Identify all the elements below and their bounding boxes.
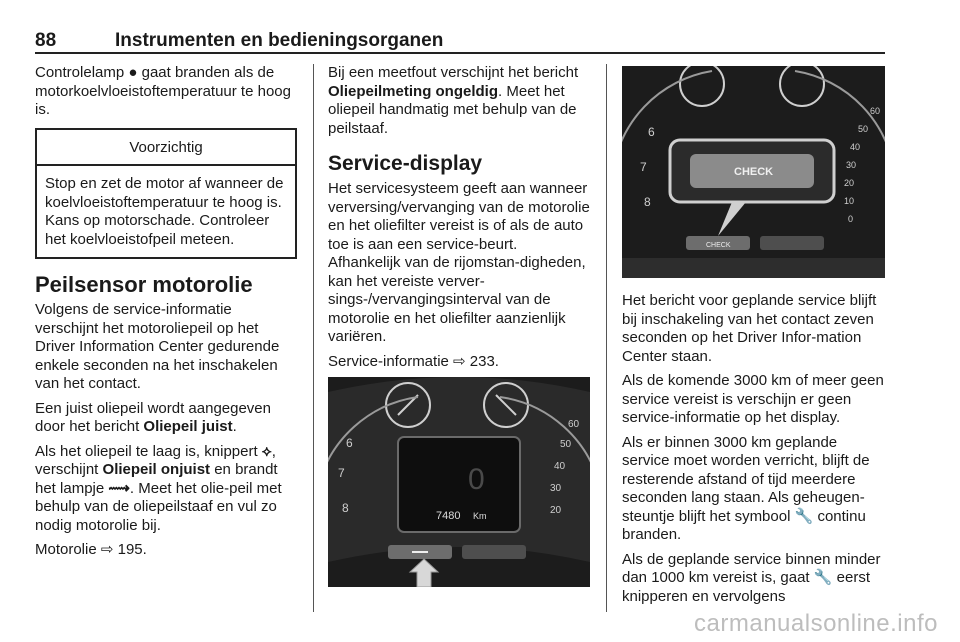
page-number: 88	[35, 30, 57, 51]
column-3	[622, 64, 885, 612]
text-span: continu branden.	[622, 507, 866, 543]
text-span: , verschijnt	[35, 442, 276, 478]
gauge-tick: 8	[644, 195, 651, 209]
oil-reference[interactable]: Motorolie ⇨ 195.	[35, 541, 147, 558]
text-span: Als de geplande service binnen minder dan 1000 km vereist is, gaat	[622, 550, 881, 586]
text-span: Bij een meetfout verschijnt het bericht	[328, 64, 579, 81]
column-divider	[313, 64, 314, 612]
gauge-tick: 7	[640, 160, 647, 174]
column-divider	[606, 64, 607, 612]
check-message: CHECK	[734, 166, 774, 178]
check-illustration	[622, 66, 885, 278]
speed-tick: 20	[550, 505, 562, 516]
speed-tick: 50	[858, 124, 869, 134]
text-span: Als het oliepeil te laag is, knippert	[35, 442, 262, 460]
speed-tick: 60	[870, 106, 881, 116]
instrument-cluster-figure	[328, 377, 590, 587]
message-oil-level-ok: Oliepeil juist	[143, 418, 233, 435]
text-span: eerst knipperen en vervolgens	[622, 569, 870, 605]
column-1	[35, 64, 297, 566]
check-message-figure	[622, 66, 885, 278]
oil-lamp-icon: ⟿	[108, 479, 130, 497]
warning-symbol-icon: ⟡	[261, 442, 272, 460]
text-span: en brandt het lampje	[35, 461, 278, 497]
service-message-paragraph-3	[622, 434, 885, 545]
gauge-tick: 6	[648, 125, 655, 139]
watermark: carmanualsonline.info	[694, 610, 938, 637]
speed-readout: 0	[468, 463, 485, 496]
wrench-icon: 🔧	[813, 569, 833, 586]
oil-sensor-paragraph-3	[35, 443, 297, 536]
measure-error-paragraph	[328, 64, 590, 138]
message-oil-level-incorrect: Oliepeil onjuist	[102, 461, 211, 478]
gauge-tick: 8	[342, 501, 349, 515]
service-message-paragraph-4	[622, 551, 885, 607]
service-message-paragraph-1: Het bericht voor geplande service blijft bij inschakeling van het contact zeven seconden op het Driver Infor-mation Center staan.	[622, 292, 877, 365]
text-span: . Meet het oliepeil handmatig met behulp van de peilstaaf.	[328, 82, 577, 137]
page-title: Instrumenten en bedieningsorganen	[115, 30, 444, 51]
gauge-tick: 6	[346, 436, 353, 450]
text-span: .	[232, 418, 237, 435]
caution-text: Stop en zet de motor af wanneer de koelvloeistoftemperatuur te hoog is. Kans op motorschade. Controleer het koelvloeistofpeil meteen.	[45, 175, 284, 248]
speed-tick: 40	[554, 461, 566, 472]
check-small-message: CHECK	[706, 242, 731, 249]
speed-tick: 30	[846, 160, 857, 170]
service-paragraph: Het servicesysteem geeft aan wanneer verversing/vervanging van de motorolie en het oliefilter vereist is of als de auto toe is aan een service-beurt. Afhankelijk van de rijomstan-digheden, kan het vereiste verver-sings-/vervangingsinterval van de motorolie en het oliefilter aanzienlijk variëren.	[328, 180, 590, 345]
speed-tick: 40	[850, 142, 861, 152]
message-oil-measure-invalid: Oliepeilmeting ongeldig	[328, 82, 499, 100]
service-reference[interactable]: Service-informatie ⇨ 233.	[328, 352, 499, 370]
intro-paragraph: Controlelamp ● gaat branden als de motorkoelvloeistoftemperatuur te hoog is.	[35, 64, 291, 118]
odometer-readout: 7480	[436, 510, 461, 522]
wrench-icon: 🔧	[794, 507, 814, 525]
service-message-paragraph-2: Als de komende 3000 km of meer geen service vereist is verschijn er geen service-informatie op het display.	[622, 372, 884, 426]
cluster-illustration	[328, 377, 590, 587]
header-rule	[35, 52, 885, 54]
speed-tick: 10	[844, 196, 855, 206]
caution-title: Voorzichtig	[37, 130, 295, 167]
caution-box	[35, 128, 297, 260]
gauge-tick: 7	[338, 466, 345, 480]
odometer-unit: Km	[473, 511, 487, 521]
oil-sensor-paragraph-2	[35, 400, 297, 437]
section-title-service-display: Service-display	[328, 152, 483, 175]
speed-tick: 20	[844, 178, 855, 188]
speed-tick: 60	[568, 419, 580, 430]
speed-tick: 50	[560, 439, 572, 450]
section-title-oil-sensor: Peilsensor motorolie	[35, 272, 253, 297]
column-2	[328, 64, 590, 587]
oil-sensor-paragraph-1: Volgens de service-informatie verschijnt het motoroliepeil op het Driver Information Center gedurende enkele seconden na het inschakelen van het contact.	[35, 301, 280, 392]
text-span: Een juist oliepeil wordt aangegeven door het bericht	[35, 399, 271, 435]
text-span: . Meet het olie-peil met behulp van de oliepeilstaaf en vul zo nodig motorolie bij.	[35, 479, 282, 534]
text-span: Als er binnen 3000 km geplande service moet worden verricht, blijft de resterende afstand of tijd meerdere seconden lang staan. Als geheugen-steuntje blijft het symbool	[622, 433, 870, 525]
speed-tick: 0	[848, 214, 854, 224]
speed-tick: 30	[550, 483, 562, 494]
